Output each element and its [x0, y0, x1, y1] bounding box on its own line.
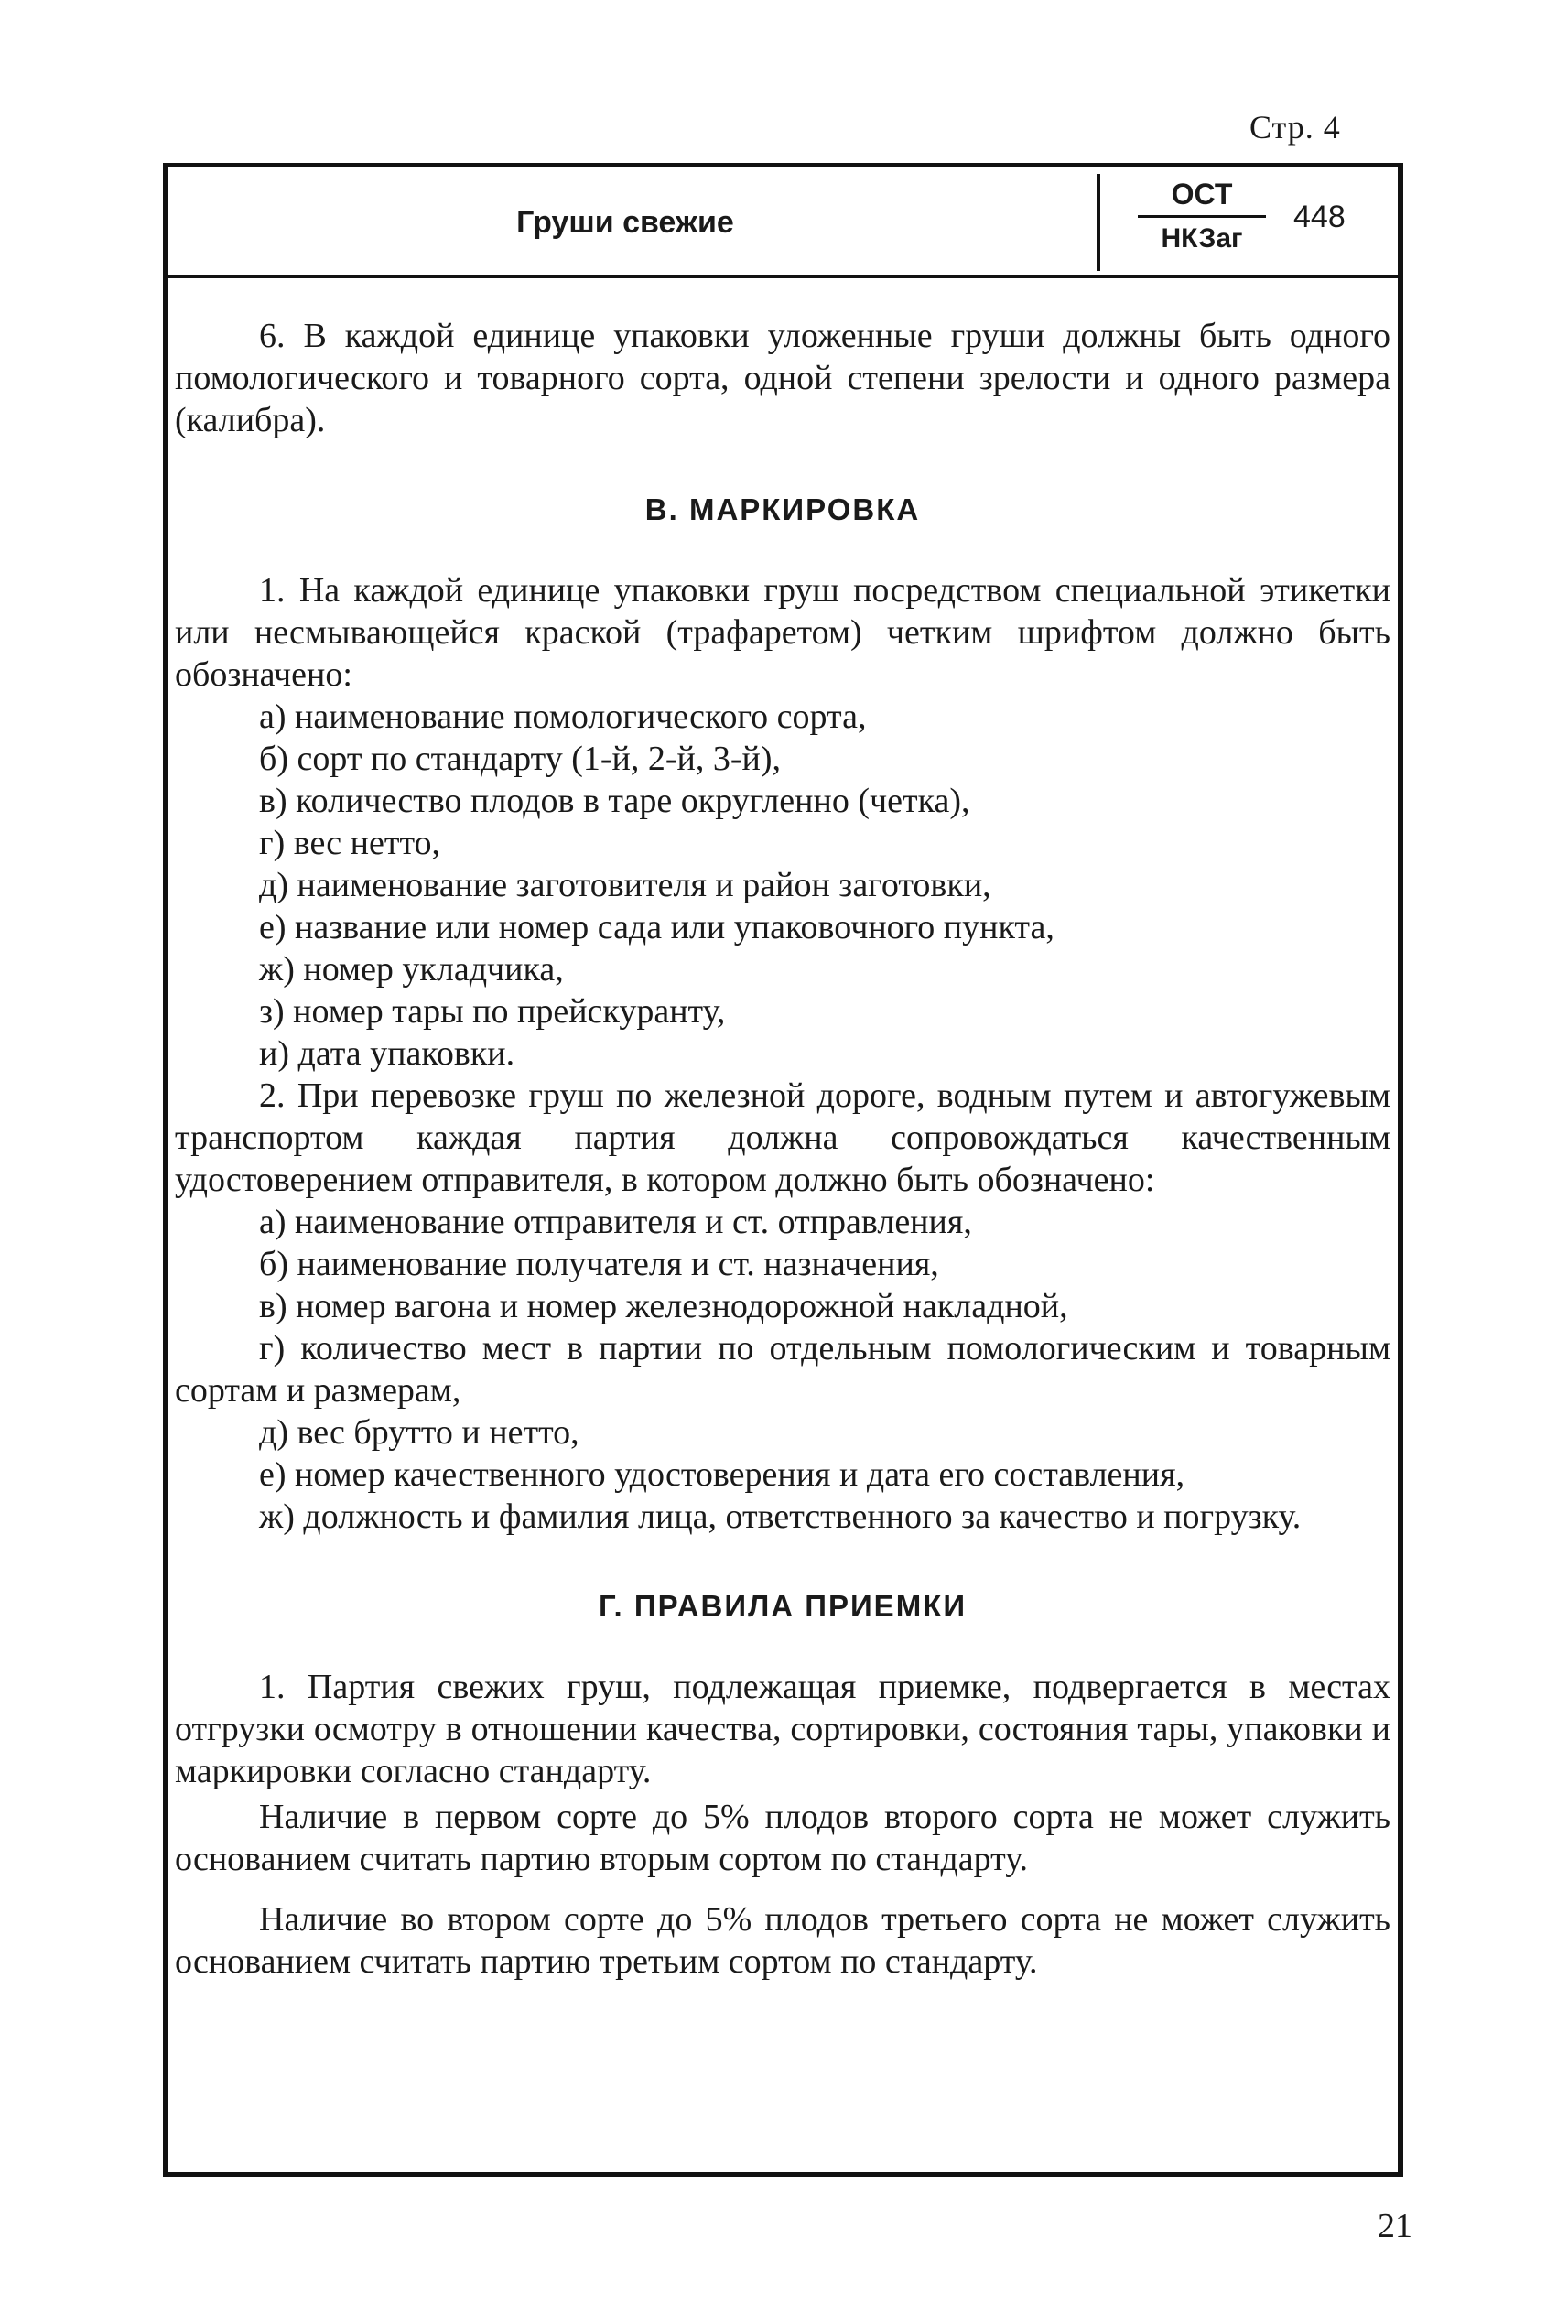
list-item: е) номер качественного удостоверения и дата его составления, — [259, 1455, 1185, 1494]
marking-paragraph-1: 1. На каждой единице упаковки груш посредством специальной этикетки или несмывающейся краской (трафаретом) четким шрифтом должно быть обозначено: — [175, 571, 1390, 694]
section-title-acceptance: Г. ПРАВИЛА ПРИЕМКИ — [598, 1589, 968, 1623]
document-frame — [163, 163, 1403, 2177]
document-body — [175, 315, 1390, 1983]
acceptance-paragraph-2: Наличие в первом сорте до 5% плодов второго сорта не может служить основанием считать партию вторым сортом по стандарту. — [175, 1798, 1390, 1878]
document-title: Груши свежие — [516, 205, 734, 240]
list-item: б) наименование получателя и ст. назначения, — [259, 1245, 939, 1283]
marking-list-1 — [175, 696, 1390, 1075]
list-item: а) наименование помологического сорта, — [259, 697, 867, 736]
acceptance-paragraph-3: Наличие во втором сорте до 5% плодов третьего сорта не может служить основанием считать партию третьим сортом по стандарту. — [175, 1900, 1390, 1981]
intro-paragraph: 6. В каждой единице упаковки уложенные груши должны быть одного помологического и товарного сорта, одной степени зрелости и одного размера (калибра). — [175, 317, 1390, 439]
list-item: в) количество плодов в таре округленно (четка), — [259, 782, 970, 820]
list-item: ж) номер укладчика, — [259, 950, 564, 989]
marking-list-2 — [175, 1201, 1390, 1538]
document-header — [168, 167, 1398, 278]
list-item: ж) должность и фамилия лица, ответственного за качество и погрузку. — [259, 1497, 1302, 1536]
standard-code-top: ОСТ — [1138, 178, 1266, 218]
footer-page-number: 21 — [1378, 2207, 1412, 2245]
standard-code-bottom: НКЗаг — [1161, 223, 1243, 254]
list-item: д) наименование заготовителя и район заготовки, — [259, 866, 991, 904]
list-item: д) вес брутто и нетто, — [259, 1413, 579, 1452]
list-item: и) дата упаковки. — [259, 1034, 515, 1073]
page-label: Стр. 4 — [1249, 109, 1341, 146]
list-item: з) номер тары по прейскуранту, — [259, 992, 726, 1031]
standard-number: 448 — [1293, 200, 1346, 234]
list-item: в) номер вагона и номер железнодорожной накладной, — [259, 1287, 1068, 1325]
standard-code — [1138, 178, 1266, 254]
list-item: г) вес нетто, — [259, 824, 441, 862]
section-title-marking: В. МАРКИРОВКА — [644, 492, 921, 526]
list-item: а) наименование отправителя и ст. отправления, — [259, 1203, 972, 1241]
list-item: б) сорт по стандарту (1-й, 2-й, 3-й), — [259, 740, 782, 778]
list-item: г) количество мест в партии по отдельным помологическим и товарным сортам и размерам, — [175, 1329, 1390, 1410]
header-divider — [1097, 174, 1100, 271]
acceptance-paragraph-1: 1. Партия свежих груш, подлежащая приемке, подвергается в местах отгрузки осмотру в отношении качества, сортировки, состояния тары, упаковки и маркировки согласно стандарту. — [175, 1668, 1390, 1790]
marking-paragraph-2: 2. При перевозке груш по железной дороге, водным путем и автогужевым транспортом каждая партия должна сопровождаться качественным удостоверением отправителя, в котором должно быть обозначено: — [175, 1076, 1390, 1199]
list-item: е) название или номер сада или упаковочного пункта, — [259, 908, 1054, 946]
